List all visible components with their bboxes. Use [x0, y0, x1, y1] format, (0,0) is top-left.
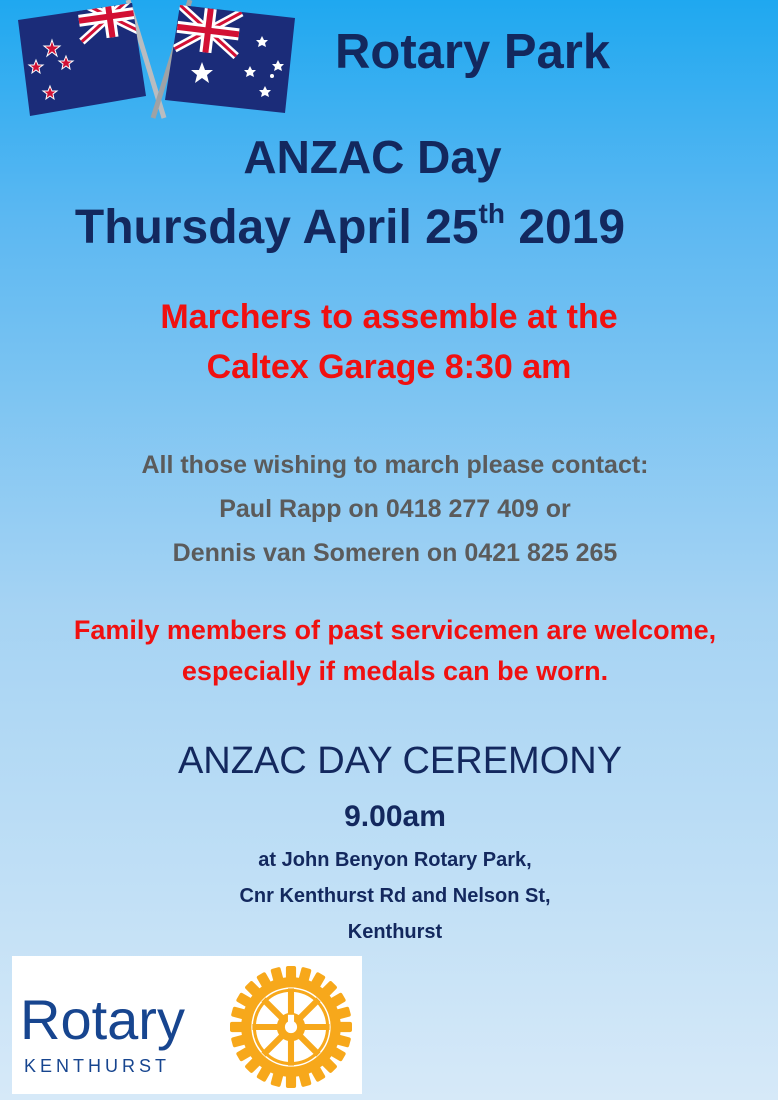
event-date-suffix: th [478, 198, 505, 229]
ceremony-title: ANZAC DAY CEREMONY [177, 740, 623, 782]
location-line: at John Benyon Rotary Park, [258, 849, 532, 871]
contact-line: All those wishing to march please contact: [141, 451, 649, 479]
family-notice [0, 610, 778, 692]
location-line: Kenthurst [347, 921, 443, 943]
flags-graphic [10, 0, 300, 125]
ceremony-time: 9.00am [344, 800, 446, 833]
assembly-line: Marchers to assemble at the [160, 298, 618, 336]
ceremony-location [0, 842, 778, 950]
logo-subtitle: KENTHURST [24, 1056, 171, 1076]
assembly-line: Caltex Garage 8:30 am [206, 348, 572, 386]
family-line: especially if medals can be worn. [181, 656, 609, 686]
event-date [0, 200, 700, 255]
contact-line: Dennis van Someren on 0421 825 265 [172, 539, 618, 567]
logo-wordmark: Rotary [20, 988, 185, 1051]
location-line: Cnr Kenthurst Rd and Nelson St, [239, 885, 551, 907]
contact-line: Paul Rapp on 0418 277 409 or [219, 495, 571, 523]
event-date-prefix: Thursday April 25 [74, 201, 479, 254]
event-year: 2019 [518, 201, 626, 254]
park-title: Rotary Park [335, 25, 611, 79]
family-line: Family members of past servicemen are welcome, [73, 615, 717, 645]
australia-flag-icon [160, 0, 300, 125]
new-zealand-flag-icon [10, 0, 150, 125]
assembly-notice [0, 292, 778, 392]
event-name: ANZAC Day [243, 131, 502, 183]
rotary-wheel-icon [230, 966, 352, 1088]
rotary-kenthurst-logo [12, 956, 362, 1094]
contact-block [0, 443, 778, 575]
